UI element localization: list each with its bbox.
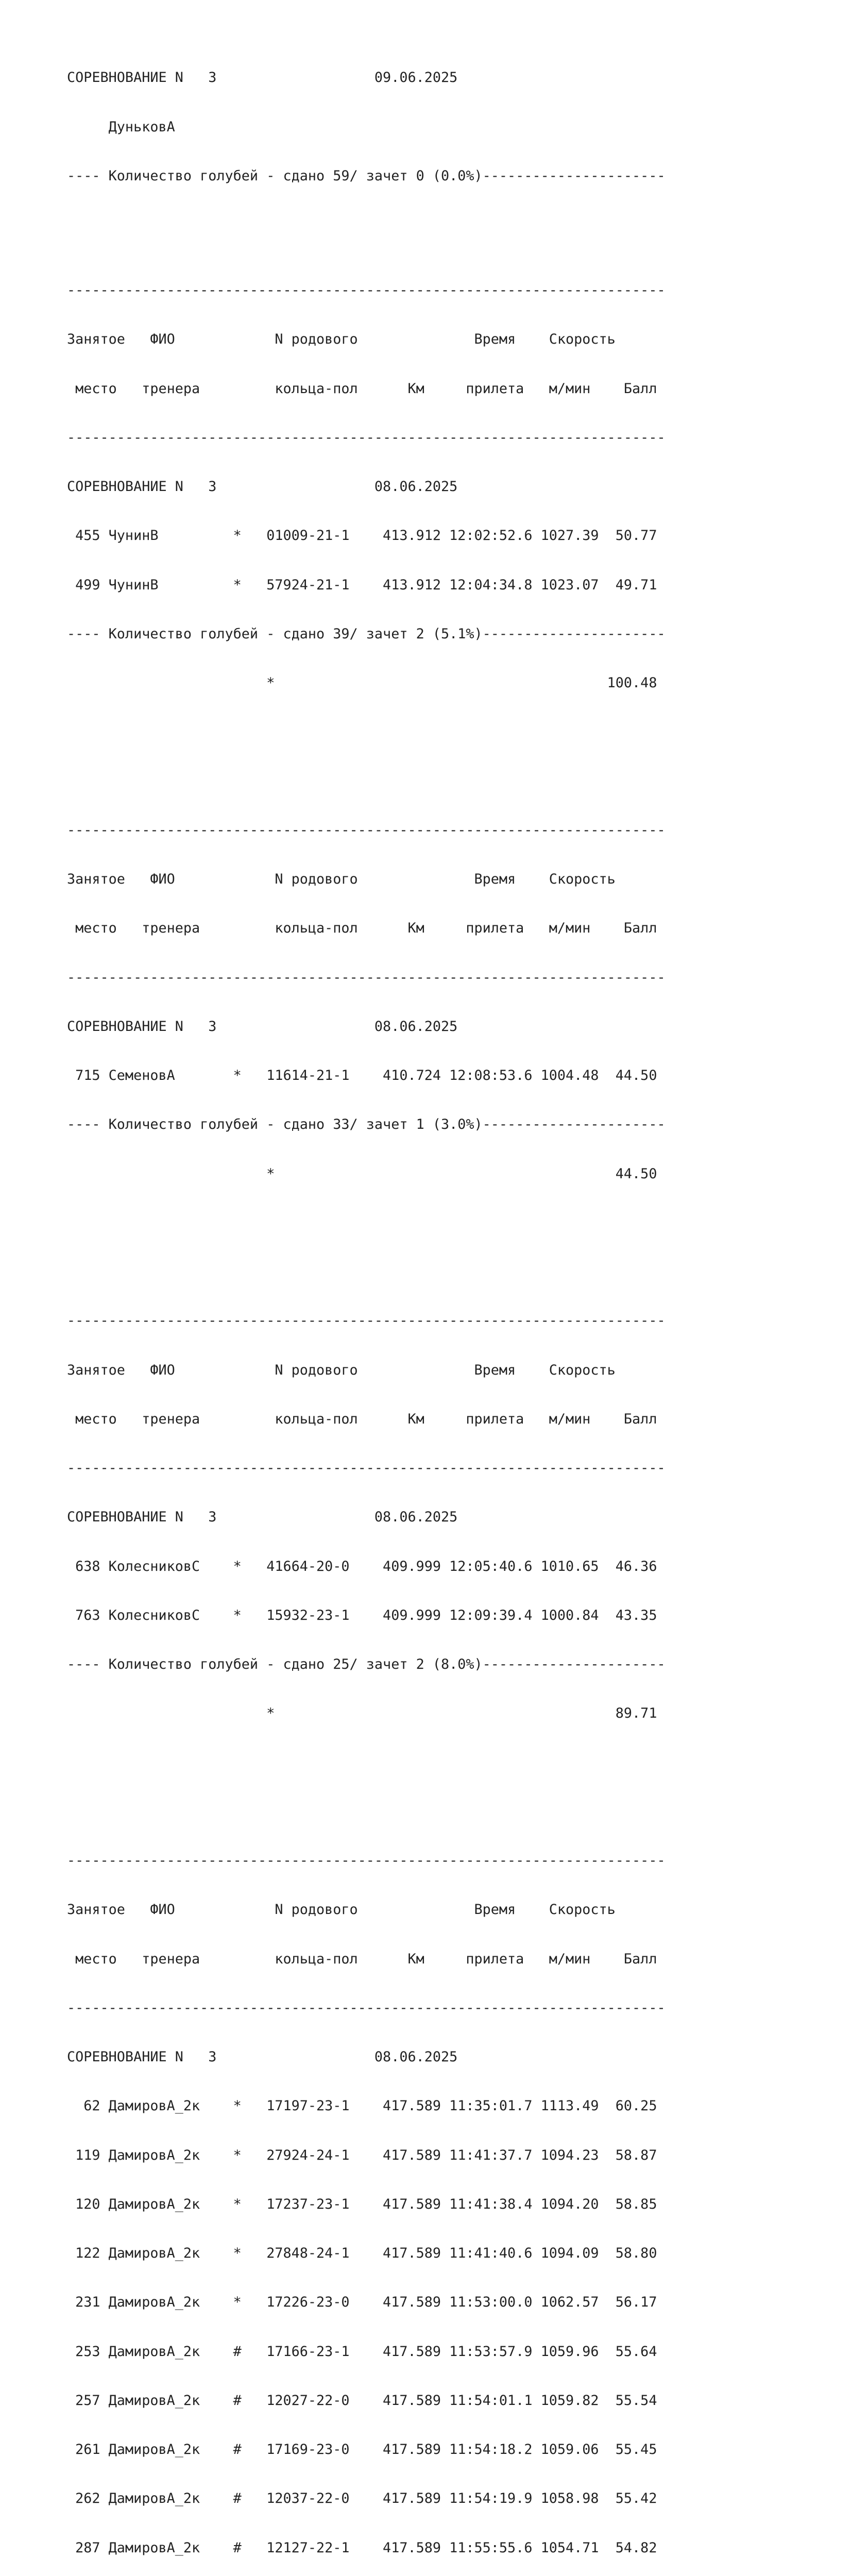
competition-line: СОРЕВНОВАНИЕ N 3 08.06.2025 [67, 1509, 666, 1526]
result-row: 763 КолесниковС * 15932-23-1 409.999 12:09:39.4 1000.84 43.35 [67, 1607, 666, 1624]
result-row: 119 ДамировА_2к * 27924-24-1 417.589 11:41:37.7 1094.23 58.87 [67, 2147, 666, 2164]
summary-line: ---- Количество голубей - сдано 33/ зачет 1 (3.0%)---------------------- [67, 1116, 666, 1133]
rule-line: ------------------------------------------------------------------------ [67, 2000, 666, 2016]
competition-line: СОРЕВНОВАНИЕ N 3 08.06.2025 [67, 1019, 666, 1035]
result-row: 715 СеменовА * 11614-21-1 410.724 12:08:53.6 1004.48 44.50 [67, 1067, 666, 1084]
column-header-line-2: место тренера кольца-пол Км прилета м/мин Балл [67, 381, 666, 397]
rule-line: ------------------------------------------------------------------------ [67, 1853, 666, 1869]
column-header-line-1: Занятое ФИО N родового Время Скорость [67, 331, 666, 348]
result-row: 261 ДамировА_2к # 17169-23-0 417.589 11:54:18.2 1059.06 55.45 [67, 2442, 666, 2458]
competition-line: СОРЕВНОВАНИЕ N 3 08.06.2025 [67, 2049, 666, 2065]
column-header-line-2: место тренера кольца-пол Км прилета м/мин Балл [67, 1951, 666, 1968]
result-section [67, 250, 666, 724]
result-row: 262 ДамировА_2к # 12037-22-0 417.589 11:54:19.9 1058.98 55.42 [67, 2490, 666, 2507]
result-row: 287 ДамировА_2к # 12127-22-1 417.589 11:55:55.6 1054.71 54.82 [67, 2540, 666, 2556]
total-line: * 89.71 [67, 1705, 666, 1722]
result-row: 120 ДамировА_2к * 17237-23-1 417.589 11:41:38.4 1094.20 58.85 [67, 2196, 666, 2213]
column-header-line-1: Занятое ФИО N родового Время Скорость [67, 1902, 666, 1918]
result-row: 62 ДамировА_2к * 17197-23-1 417.589 11:35:01.7 1113.49 60.25 [67, 2098, 666, 2114]
result-row: 499 ЧунинВ * 57924-21-1 413.912 12:04:34.8 1023.07 49.71 [67, 577, 666, 594]
column-header-line-2: место тренера кольца-пол Км прилета м/мин Балл [67, 920, 666, 937]
rule-line: ------------------------------------------------------------------------ [67, 282, 666, 299]
total-line: * 100.48 [67, 675, 666, 691]
result-section [67, 1820, 666, 2576]
summary-line: ---- Количество голубей - сдано 39/ зачет 2 (5.1%)---------------------- [67, 626, 666, 642]
results-report [67, 21, 666, 2576]
total-line: * 44.50 [67, 1166, 666, 1182]
summary-line: ---- Количество голубей - сдано 59/ зачет 0 (0.0%)---------------------- [67, 168, 666, 184]
column-header-line-1: Занятое ФИО N родового Время Скорость [67, 1362, 666, 1379]
column-header-line-1: Занятое ФИО N родового Время Скорость [67, 871, 666, 888]
rule-line: ------------------------------------------------------------------------ [67, 430, 666, 446]
competition-line: СОРЕВНОВАНИЕ N 3 08.06.2025 [67, 479, 666, 495]
result-row: 638 КолесниковС * 41664-20-0 409.999 12:05:40.6 1010.65 46.36 [67, 1558, 666, 1575]
result-row: 257 ДамировА_2к # 12027-22-0 417.589 11:54:01.1 1059.82 55.54 [67, 2393, 666, 2409]
summary-line: ---- Количество голубей - сдано 25/ зачет 2 (8.0%)---------------------- [67, 1656, 666, 1673]
result-row: 122 ДамировА_2к * 27848-24-1 417.589 11:41:40.6 1094.09 58.80 [67, 2245, 666, 2262]
column-header-line-2: место тренера кольца-пол Км прилета м/мин Балл [67, 1411, 666, 1428]
rule-line: ------------------------------------------------------------------------ [67, 970, 666, 986]
report-title-line: СОРЕВНОВАНИЕ N 3 09.06.2025 [67, 70, 666, 86]
result-row: 253 ДамировА_2к # 17166-23-1 417.589 11:53:57.9 1059.96 55.64 [67, 2344, 666, 2360]
rule-line: ------------------------------------------------------------------------ [67, 1460, 666, 1477]
result-row: 231 ДамировА_2к * 17226-23-0 417.589 11:53:00.0 1062.57 56.17 [67, 2294, 666, 2311]
rule-line: ------------------------------------------------------------------------ [67, 1313, 666, 1329]
result-section [67, 1280, 666, 1755]
result-row: 455 ЧунинВ * 01009-21-1 413.912 12:02:52.6 1027.39 50.77 [67, 528, 666, 544]
participant-name-line: ДуньковА [67, 119, 666, 135]
result-section [67, 789, 666, 1215]
rule-line: ------------------------------------------------------------------------ [67, 822, 666, 839]
